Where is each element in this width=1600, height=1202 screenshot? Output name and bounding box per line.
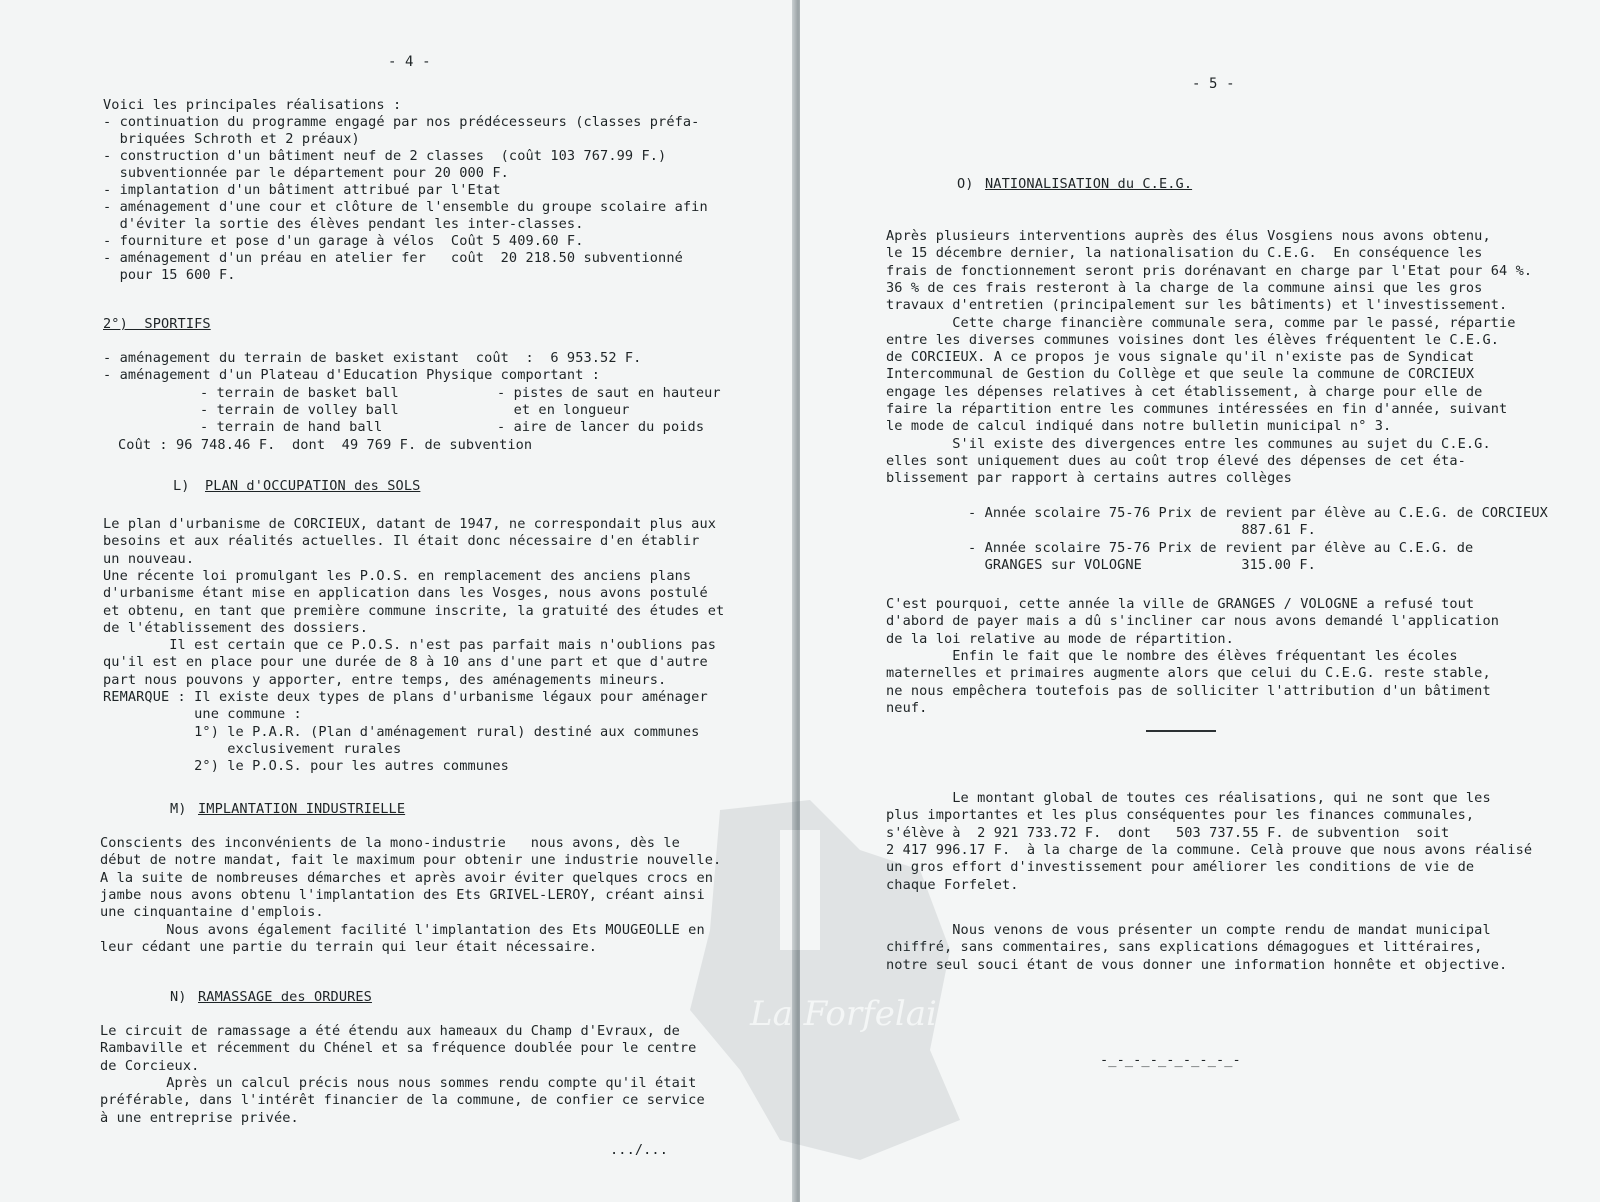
text-line: de l'établissement des dossiers.: [103, 619, 369, 636]
end-mark: -_-_-_-_-_-_-_-_-: [1100, 1052, 1241, 1068]
list-item: - aire de lancer du poids: [497, 419, 705, 435]
section-letter: L): [173, 478, 190, 494]
text-line: de CORCIEUX. A ce propos je vous signale qu'il n'existe pas de Syndicat: [886, 349, 1475, 366]
text-line: 1°) le P.A.R. (Plan d'aménagement rural) destiné aux communes: [103, 723, 700, 740]
text-line: faire la répartition entre les communes intéressées en fin d'année, suivant: [886, 401, 1508, 417]
text-line: Le plan d'urbanisme de CORCIEUX, datant de 1947, ne correspondait plus aux: [103, 516, 717, 532]
text-line: - aménagement d'un Plateau d'Education Physique comportant :: [103, 367, 601, 383]
text-line: d'urbanisme étant mise en application dans les Vosges, nous avons postulé: [103, 585, 708, 602]
text-line: 2 417 996.17 F. à la charge de la commune. Celà prouve que nous avons réalisé: [886, 841, 1533, 858]
text-line: ne nous empêchera toutefois pas de solliciter l'attribution d'un bâtiment: [886, 682, 1491, 699]
text-line: Voici les principales réalisations :: [103, 97, 402, 113]
text-line: exclusivement rurales: [103, 740, 402, 757]
text-line: - fourniture et pose d'un garage à vélos Coût 5 409.60 F.: [103, 233, 584, 249]
text-line: subventionnée par le département pour 20 000 F.: [103, 165, 509, 181]
text-line: pour 15 600 F.: [103, 267, 236, 283]
text-line: un gros effort d'investissement pour améliorer les conditions de vie de: [886, 859, 1475, 876]
text-line: préférable, dans l'intérêt financier de la commune, de confier ce service: [100, 1092, 705, 1109]
section-letter: O): [957, 176, 974, 192]
cost-line: - Année scolaire 75-76 Prix de revient par élève au C.E.G. de: [968, 539, 1474, 556]
text-line: neuf.: [886, 699, 928, 716]
svg-text:La Forfelaise: La Forfelaise: [750, 994, 975, 1034]
text-line: 36 % de ces frais resteront à la charge de la commune ainsi que les gros: [886, 279, 1483, 296]
text-line: engage les dépenses relatives à cet établissement, à charge pour elle de: [886, 383, 1483, 400]
text-line: Après plusieurs interventions auprès des élus Vosgiens nous avons obtenu,: [886, 228, 1491, 244]
text-line: Conscients des inconvénients de la mono-industrie nous avons, dès le: [100, 835, 680, 851]
text-line: s'élève à 2 921 733.72 F. dont 503 737.55 F. de subvention soit: [886, 824, 1450, 841]
text-line: qu'il est en place pour une durée de 8 à 10 ans d'une part et que d'autre: [103, 654, 708, 671]
page-number: - 5 -: [1192, 76, 1235, 92]
text-line: début de notre mandat, fait le maximum pour obtenir une industrie nouvelle.: [100, 852, 722, 869]
list-item: - terrain de volley ball: [200, 402, 399, 418]
text-line: travaux d'entretien (principalement sur les bâtiments) et l'investissement.: [886, 297, 1508, 314]
text-line: leur cédant une partie du terrain qui leur était nécessaire.: [100, 938, 598, 955]
text-line: Enfin le fait que le nombre des élèves fréquentant les écoles: [886, 647, 1458, 664]
section-title: IMPLANTATION INDUSTRIELLE: [198, 801, 406, 817]
text-line: le 15 décembre dernier, la nationalisation du C.E.G. En conséquence les: [886, 245, 1483, 262]
text-line: 2°) le P.O.S. pour les autres communes: [103, 758, 509, 775]
text-line: - aménagement du terrain de basket existant coût : 6 953.52 F.: [103, 350, 642, 366]
text-line: - aménagement d'un préau en atelier fer coût 20 218.50 subventionné: [103, 250, 683, 266]
cost-line: GRANGES sur VOLOGNE 315.00 F.: [968, 556, 1316, 573]
text-line: Une récente loi promulgant les P.O.S. en remplacement des anciens plans: [103, 567, 692, 584]
text-line: une cinquantaine d'emplois.: [100, 904, 324, 921]
text-line: - aménagement d'une cour et clôture de l'ensemble du groupe scolaire afin: [103, 199, 708, 215]
text-line: entre les diverses communes voisines dont les élèves fréquentent le C.E.G.: [886, 331, 1500, 348]
list-item: - pistes de saut en hauteur: [497, 385, 721, 401]
text-line: chiffré, sans commentaires, sans explications démagogues et littéraires,: [886, 939, 1483, 956]
text-line: C'est pourquoi, cette année la ville de GRANGES / VOLOGNE a refusé tout: [886, 596, 1475, 612]
text-line: maternelles et primaires augmente alors que celui du C.E.G. reste stable,: [886, 665, 1491, 682]
text-line: notre seul souci étant de vous donner une information honnête et objective.: [886, 956, 1508, 973]
text-line: plus importantes et les plus conséquentes pour les finances communales,: [886, 807, 1475, 824]
text-line: A la suite de nombreuses démarches et après avoir éviter quelques crocs en: [100, 869, 714, 886]
text-line: S'il existe des divergences entre les communes au sujet du C.E.G.: [886, 435, 1491, 452]
text-line: - implantation d'un bâtiment attribué par l'Etat: [103, 182, 501, 198]
text-line: - continuation du programme engagé par nos prédécesseurs (classes préfa-: [103, 114, 700, 130]
text-line: de Corcieux.: [100, 1057, 200, 1074]
section-letter: M): [170, 801, 187, 817]
page-number: - 4 -: [388, 54, 431, 70]
text-line: le mode de calcul indiqué dans notre bulletin municipal n° 3.: [886, 418, 1392, 435]
text-line: frais de fonctionnement seront pris dorénavant en charge par l'Etat pour 64 %.: [886, 262, 1533, 279]
section-title: PLAN d'OCCUPATION des SOLS: [205, 478, 421, 494]
separator-rule: [1146, 730, 1216, 732]
text-line: et obtenu, en tant que première commune inscrite, la gratuité des études et: [103, 602, 725, 619]
cost-line: - Année scolaire 75-76 Prix de revient par élève au C.E.G. de CORCIEUX: [968, 505, 1548, 521]
text-line: Intercommunal de Gestion du Collège et que seule la commune de CORCIEUX: [886, 366, 1475, 383]
text-line: un nouveau.: [103, 550, 195, 567]
text-line: Nous venons de vous présenter un compte rendu de mandat municipal: [886, 922, 1491, 938]
text-line: Nous avons également facilité l'implantation des Ets MOUGEOLLE en: [100, 921, 705, 938]
list-item: et en longueur: [497, 402, 630, 418]
text-line: jambe nous avons obtenu l'implantation des Ets GRIVEL-LEROY, créant ainsi: [100, 886, 705, 903]
text-line: d'abord de payer mais a dû s'incliner car nous avons demandé l'application: [886, 613, 1500, 630]
text-line: blissement par rapport à certains autres collèges: [886, 470, 1292, 487]
text-line: Après un calcul précis nous nous sommes rendu compte qu'il était: [100, 1074, 697, 1091]
text-line: Il est certain que ce P.O.S. n'est pas parfait mais n'oublions pas: [103, 637, 717, 654]
text-line: d'éviter la sortie des élèves pendant les inter-classes.: [103, 216, 584, 232]
text-line: REMARQUE : Il existe deux types de plans d'urbanisme légaux pour aménager: [103, 689, 708, 705]
list-item: - terrain de basket ball: [200, 385, 399, 401]
section-heading: 2°) SPORTIFS: [103, 316, 211, 332]
watermark-logo: [660, 790, 980, 1170]
text-line: à une entreprise privée.: [100, 1109, 299, 1126]
cost-line: Coût : 96 748.46 F. dont 49 769 F. de subvention: [118, 437, 533, 453]
text-line: Le circuit de ramassage a été étendu aux hameaux du Champ d'Evraux, de: [100, 1023, 680, 1039]
section-letter: N): [170, 989, 187, 1005]
cost-line: 887.61 F.: [968, 522, 1316, 539]
text-line: - construction d'un bâtiment neuf de 2 classes (coût 103 767.99 F.): [103, 148, 667, 164]
list-item: - terrain de hand ball: [200, 419, 383, 435]
section-title: NATIONALISATION du C.E.G.: [985, 176, 1193, 192]
text-line: briquées Schroth et 2 préaux): [103, 131, 360, 147]
text-line: Rambaville et récemment du Chénel et sa fréquence doublée pour le centre: [100, 1040, 697, 1057]
text-line: de la loi relative au mode de répartition.: [886, 630, 1234, 647]
text-line: part nous pouvons y apporter, entre temps, des aménagements mineurs.: [103, 671, 667, 688]
text-line: besoins et aux réalités actuelles. Il était donc nécessaire d'en établir: [103, 533, 700, 550]
section-title: RAMASSAGE des ORDURES: [198, 989, 372, 1005]
text-line: Cette charge financière communale sera, comme par le passé, répartie: [886, 314, 1516, 331]
text-line: Le montant global de toutes ces réalisations, qui ne sont que les: [886, 790, 1491, 806]
text-line: une commune :: [103, 706, 302, 723]
text-line: elles sont uniquement dues au coût trop élevé des dépenses de cet éta-: [886, 452, 1466, 469]
continuation-mark: .../...: [610, 1142, 668, 1158]
text-line: chaque Forfelet.: [886, 876, 1019, 893]
